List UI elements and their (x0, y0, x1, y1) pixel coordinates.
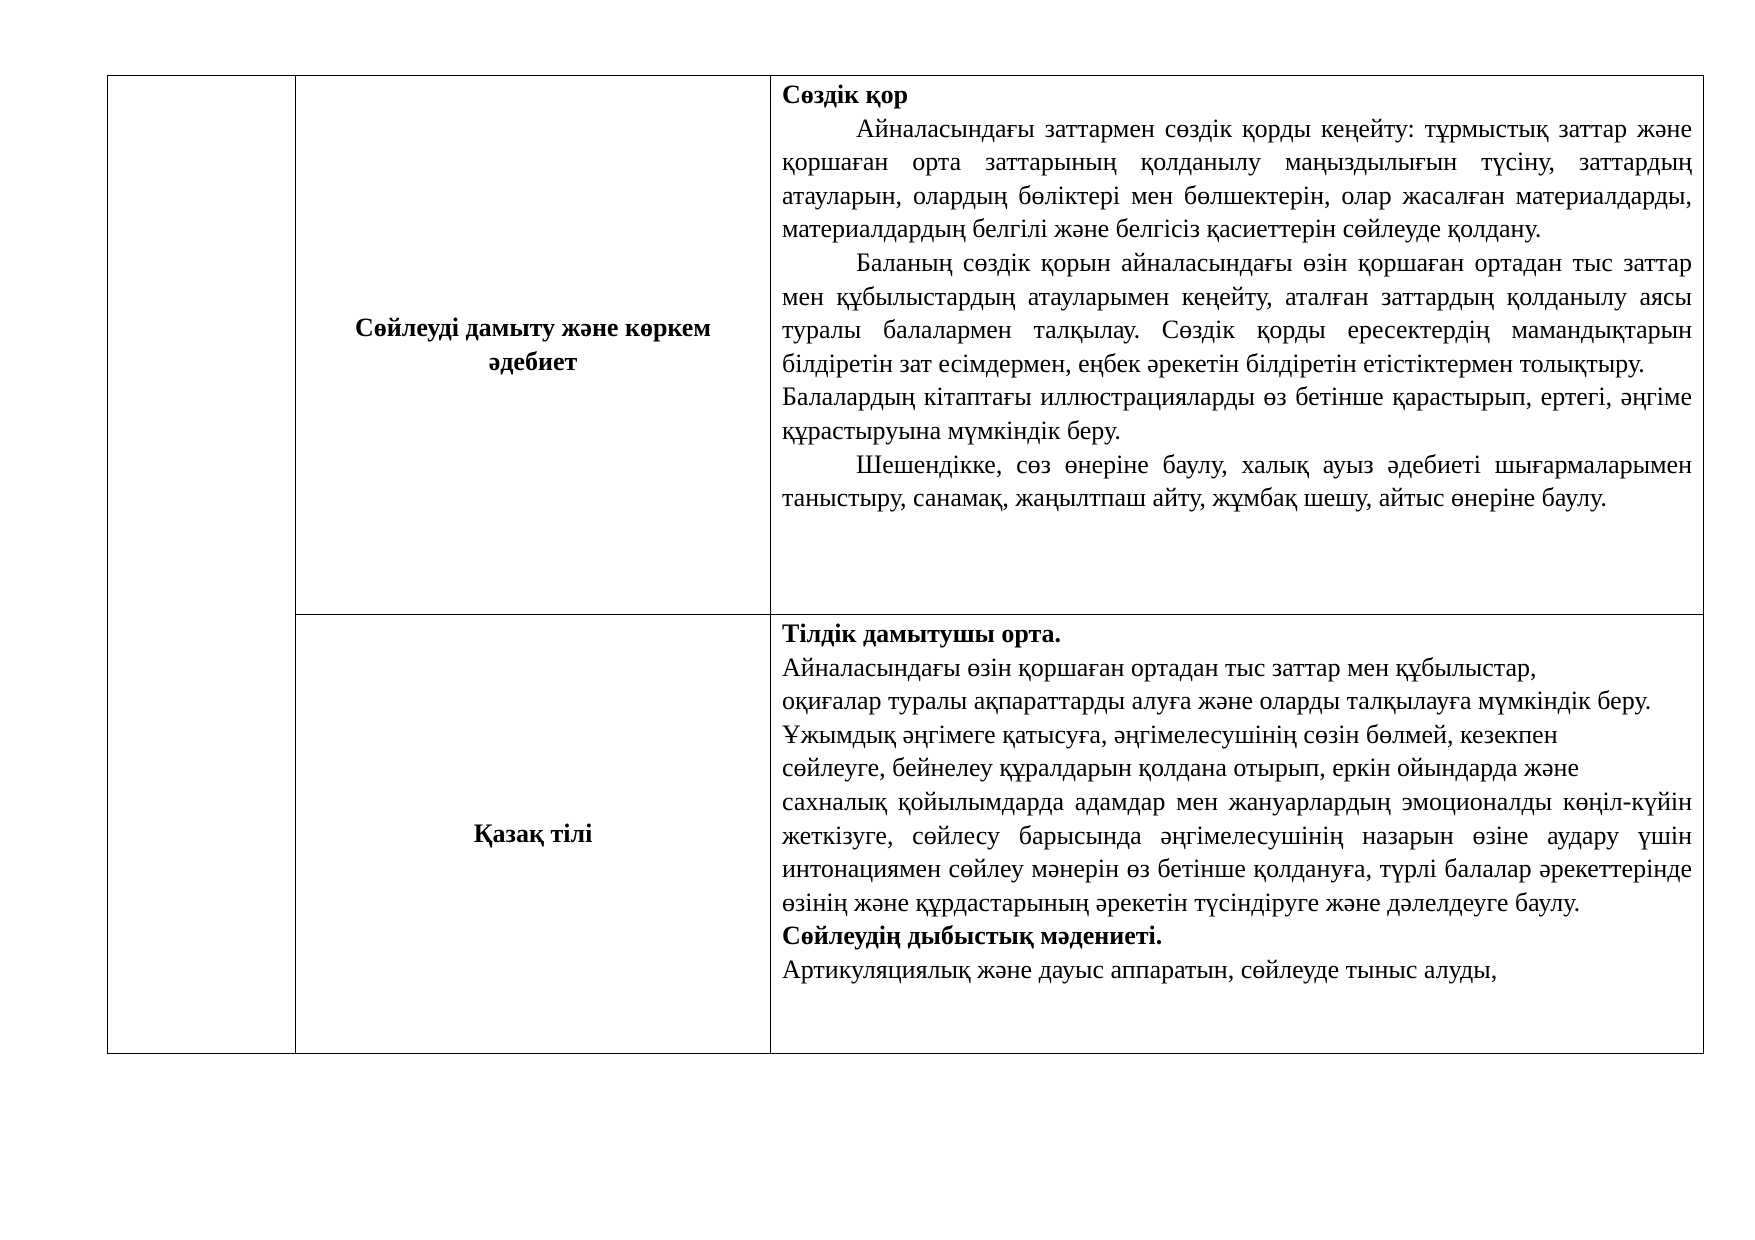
table-row (108, 615, 1704, 1054)
table-row (108, 76, 1704, 615)
subject-cell (296, 76, 771, 615)
paragraph: Баланың сөздік қорын айналасындағы өзін қоршаған ортадан тыс заттар мен құбылыстардың атауларымен кеңейту, аталған заттардың қолданылу аясы туралы балалармен талқылау. Сөздік қорды ересектердің мамандықтарын білдіретін зат есімдермен, еңбек әрекетін білдіретін етістіктермен толықтыру. (782, 247, 1692, 378)
subject-title: Қазақ тілі (473, 819, 593, 848)
paragraph: оқиғалар туралы ақпараттарды алуға және оларды талқылауға мүмкіндік беру. (782, 686, 1652, 716)
subject-title: Сөйлеуді дамыту және көркем әдебиет (354, 313, 711, 376)
content-cell (771, 76, 1704, 615)
empty-first-column-cell (108, 76, 296, 1054)
paragraph: Ұжымдық әңгімеге қатысуға, әңгімелесушінің сөзін бөлмей, кезекпен (782, 719, 1558, 749)
paragraph: сөйлеуге, бейнелеу құралдарын қолдана отырып, еркін ойындарда және (782, 753, 1579, 783)
subject-cell (296, 615, 771, 1054)
paragraph: Артикуляциялық және дауыс аппаратын, сөйлеуде тыныс алуды, (782, 954, 1498, 984)
paragraph: сахналық қойылымдарда адамдар мен жануарлардың эмоционалды көңіл-күйін жеткізуге, сөйлесу барысында әңгімелесушінің назарын өзіне аудару үшін интонациямен сөйлеу мәнерін өз бетінше қолдануға, түрлі балалар әрекеттерінде өзінің және құрдастарының әрекетін түсіндіруге және дәлелдеуге баулу. (782, 786, 1692, 917)
content-cell (771, 615, 1704, 1054)
paragraph: Шешендікке, сөз өнеріне баулу, халық ауыз әдебиеті шығармаларымен таныстыру, санамақ, жаңылтпаш айту, жұмбақ шешу, айтыс өнеріне баулу. (782, 449, 1692, 513)
section-heading: Тілдік дамытушы орта. (782, 619, 1062, 648)
paragraph: Балалардың кітаптағы иллюстрацияларды өз бетінше қарастырып, ертегі, әңгіме құрастыруына мүмкіндік беру. (782, 382, 1692, 445)
paragraph: Айналасындағы заттармен сөздік қорды кеңейту: тұрмыстық заттар және қоршаған орта заттарының қолданылу маңыздылығын түсіну, заттардың атауларын, олардың бөліктері мен бөлшектерін, олар жасалған материалдарды, материалдардың белгілі және белгісіз қасиеттерін сөйлеуде қолдану. (782, 113, 1692, 244)
curriculum-table (107, 75, 1704, 1054)
section-heading: Сөйлеудің дыбыстық мәдениеті. (782, 921, 1163, 951)
section-heading: Сөздік қор (782, 80, 909, 109)
paragraph: Айналасындағы өзін қоршаған ортадан тыс заттар мен құбылыстар, (782, 652, 1537, 682)
